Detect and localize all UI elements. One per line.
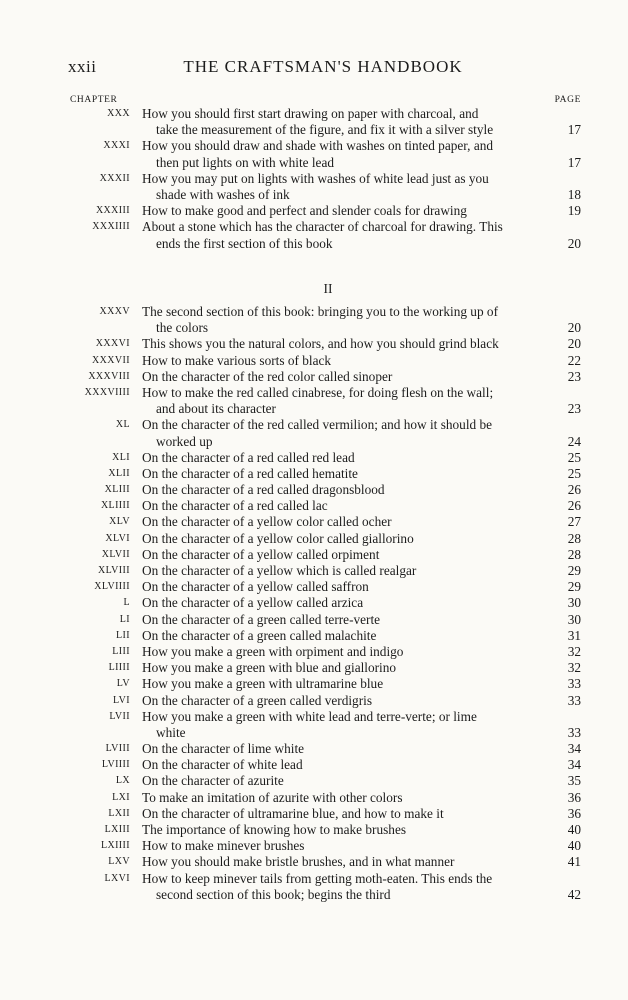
chapter-title: On the character of the red color called sinoper: [142, 368, 393, 384]
chapter-title: On the character of lime white: [142, 741, 305, 757]
chapter-number: LII: [116, 629, 130, 641]
chapter-number: XXXVIII: [88, 370, 130, 382]
chapter-title: On the character of a green called verdigris: [142, 692, 372, 708]
page-number: 23: [567, 368, 581, 384]
chapter-title: On the character of ultramarine blue, and how to make it: [142, 805, 444, 821]
chapter-number: LXIIII: [100, 840, 130, 852]
chapter-number: L: [123, 597, 130, 609]
page-number: 17: [567, 154, 581, 170]
page-number: 32: [567, 643, 581, 659]
chapter-title: How you may put on lights with washes of white lead just as you: [142, 170, 489, 186]
toc-entry-line: [0, 203, 628, 219]
toc-entry-line: [0, 741, 628, 757]
toc-entry-line: [0, 514, 628, 530]
chapter-title: ends the first section of this book: [156, 235, 333, 251]
chapter-title: How you make a green with ultramarine blue: [142, 676, 384, 692]
chapter-number: LXV: [108, 856, 130, 868]
page-number: 27: [567, 514, 581, 530]
page-number: 31: [567, 627, 581, 643]
toc-entry-line: [0, 304, 628, 320]
chapter-number: XXX: [107, 108, 130, 119]
chapter-number: LVI: [113, 694, 130, 706]
toc-entry-line: [0, 563, 628, 579]
chapter-title: On the character of white lead: [142, 757, 303, 773]
chapter-title: On the character of the red called vermilion; and how it should be: [142, 417, 493, 433]
chapter-number: LIIII: [108, 662, 130, 674]
toc-entry-line: [0, 725, 628, 741]
chapter-number: LX: [115, 775, 130, 787]
chapter-title: On the character of a red called hematite: [142, 465, 358, 481]
toc-entry-line: [0, 369, 628, 385]
chapter-number: XXXVI: [95, 338, 130, 350]
chapter-title: On the character of a yellow called arzica: [142, 595, 364, 611]
chapter-title: To make an imitation of azurite with other colors: [142, 789, 403, 805]
toc-entry: [0, 644, 628, 660]
toc-entry-line: [0, 434, 628, 450]
page-number: 29: [567, 563, 581, 578]
chapter-number: XLIIII: [100, 500, 130, 512]
toc-entry: [0, 595, 628, 611]
chapter-number: LVIIII: [101, 759, 130, 771]
chapter-title: How you should make bristle brushes, and in what manner: [142, 854, 455, 870]
chapter-title: then put lights on with white lead: [156, 154, 335, 170]
chapter-title: second section of this book; begins the third: [156, 886, 391, 902]
toc-entry: [0, 353, 628, 369]
toc-entry-line: [0, 531, 628, 547]
toc-entry: [0, 790, 628, 806]
chapter-number: LXIII: [104, 824, 130, 835]
toc-entry-line: [0, 187, 628, 203]
page-number: 26: [567, 498, 581, 514]
chapter-title: About a stone which has the character of charcoal for drawing. This: [142, 219, 503, 235]
toc-entry: [0, 757, 628, 773]
toc-entry-line: [0, 660, 628, 676]
chapter-number: LI: [119, 613, 130, 625]
page-number: 26: [567, 482, 581, 498]
chapter-title: On the character of a yellow color called giallorino: [142, 530, 414, 546]
chapter-number: LXVI: [104, 872, 130, 884]
page-number: 41: [567, 854, 581, 870]
page-number: 28: [567, 546, 581, 562]
page-number: 40: [567, 822, 581, 837]
chapter-title: How to keep minever tails from getting moth-eaten. This ends the: [142, 870, 493, 886]
chapter-number: LXI: [112, 791, 130, 803]
toc-entry-line: [0, 854, 628, 870]
toc-entry: [0, 612, 628, 628]
toc-entry-line: [0, 122, 628, 138]
toc-entry: [0, 871, 628, 903]
toc-entry-line: [0, 628, 628, 644]
page-number: 33: [567, 724, 581, 740]
page-number: 28: [567, 530, 581, 546]
page-number: 33: [567, 676, 581, 692]
chapter-title: take the measurement of the figure, and fix it with a silver style: [156, 122, 494, 138]
toc-entry: [0, 531, 628, 547]
toc-entry: [0, 676, 628, 692]
toc-entry-line: [0, 871, 628, 887]
chapter-column-header: CHAPTER: [70, 95, 118, 105]
page-number: 30: [567, 611, 581, 627]
toc-entry: [0, 547, 628, 563]
chapter-title: worked up: [156, 433, 213, 449]
page-number: 24: [567, 433, 581, 449]
chapter-number: XLV: [109, 516, 130, 528]
toc-entry: [0, 806, 628, 822]
chapter-title: How to make good and perfect and slender coals for drawing: [142, 203, 467, 219]
toc-entry-line: [0, 579, 628, 595]
chapter-title: How you make a green with orpiment and indigo: [142, 643, 404, 659]
running-title: THE CRAFTSMAN'S HANDBOOK: [183, 57, 463, 76]
toc-entry-line: [0, 450, 628, 466]
toc-entry: [0, 304, 628, 336]
toc-entry: [0, 628, 628, 644]
toc-entry: [0, 482, 628, 498]
toc-entry-line: [0, 887, 628, 903]
toc-entry-line: [0, 482, 628, 498]
toc-entry: [0, 219, 628, 251]
page-number: 36: [567, 789, 581, 805]
toc-entry: [0, 336, 628, 352]
toc-entry-line: [0, 547, 628, 563]
chapter-number: XLVII: [101, 548, 130, 560]
chapter-title: On the character of azurite: [142, 773, 284, 789]
toc-entry-line: [0, 417, 628, 433]
toc-entry-line: [0, 806, 628, 822]
chapter-title: On the character of a red called lac: [142, 498, 328, 514]
page-folio: xxii: [68, 57, 97, 76]
toc-entry-line: [0, 138, 628, 154]
chapter-title: white: [156, 724, 186, 740]
toc-entry-line: [0, 595, 628, 611]
toc-entry: [0, 854, 628, 870]
page-number: 17: [567, 122, 581, 138]
chapter-number: XXXV: [99, 306, 130, 317]
chapter-number: XXXVII: [92, 354, 130, 366]
chapter-number: XXXI: [103, 140, 130, 152]
chapter-number: XXXII: [99, 172, 130, 184]
toc-entry-line: [0, 336, 628, 352]
page-number: 18: [567, 186, 581, 202]
chapter-title: the colors: [156, 320, 209, 336]
section-heading: II: [323, 281, 333, 296]
toc-entry-line: [0, 236, 628, 252]
page-number: 32: [567, 660, 581, 676]
page-number: 22: [567, 352, 581, 368]
chapter-title: How to make minever brushes: [142, 838, 305, 854]
page-number: 34: [567, 741, 581, 757]
chapter-title: On the character of a red called red lead: [142, 449, 355, 465]
chapter-number: XLII: [108, 467, 130, 479]
chapter-number: XXXVIIII: [84, 386, 130, 398]
toc-entry: [0, 514, 628, 530]
toc-entry-line: [0, 693, 628, 709]
chapter-number: XLIII: [104, 484, 130, 496]
chapter-number: LXII: [108, 807, 130, 819]
chapter-title: shade with washes of ink: [156, 186, 290, 202]
toc-entry-line: [0, 773, 628, 789]
chapter-number: XLI: [112, 451, 130, 463]
chapter-title: How you should first start drawing on paper with charcoal, and: [142, 106, 479, 121]
toc-entry-line: [0, 106, 628, 122]
toc-entry-line: [0, 466, 628, 482]
toc-entry: [0, 838, 628, 854]
toc-entry-line: [0, 838, 628, 854]
page-number: 23: [567, 401, 581, 417]
toc-entry-line: [0, 385, 628, 401]
toc-entry: [0, 773, 628, 789]
toc-entry: [0, 138, 628, 170]
page-number: 25: [567, 449, 581, 465]
toc-entry: [0, 822, 628, 838]
chapter-number: XLVI: [105, 532, 130, 544]
toc-entry-line: [0, 155, 628, 171]
chapter-title: The second section of this book: bringing you to the working up of: [142, 304, 499, 319]
chapter-number: XXXIII: [95, 205, 130, 217]
toc-entry-line: [0, 757, 628, 773]
toc-entry-line: [0, 709, 628, 725]
toc-entry: [0, 450, 628, 466]
toc-entry-line: [0, 498, 628, 514]
page-number: 29: [567, 579, 581, 595]
chapter-title: On the character of a green called malachite: [142, 627, 377, 643]
chapter-title: On the character of a yellow which is called realgar: [142, 563, 417, 578]
toc-entry: [0, 106, 628, 138]
page-number: 30: [567, 595, 581, 611]
toc-entry: [0, 385, 628, 417]
toc-entry: [0, 709, 628, 741]
page-number: 20: [567, 320, 581, 336]
chapter-number: XLVIIII: [94, 581, 130, 593]
toc-section-2: [0, 304, 628, 903]
toc-entry-line: [0, 676, 628, 692]
page-column-header: PAGE: [554, 95, 581, 105]
chapter-title: and about its character: [156, 401, 276, 417]
toc-entry: [0, 498, 628, 514]
chapter-title: How you should draw and shade with washes on tinted paper, and: [142, 138, 494, 154]
chapter-number: LIII: [112, 645, 130, 657]
chapter-title: How you make a green with blue and giallorino: [142, 660, 397, 676]
toc-entry-line: [0, 171, 628, 187]
page-number: 33: [567, 692, 581, 708]
chapter-title: How you make a green with white lead and terre-verte; or lime: [142, 708, 477, 724]
chapter-title: The importance of knowing how to make brushes: [142, 822, 407, 837]
toc-entry-line: [0, 644, 628, 660]
toc-entry: [0, 203, 628, 219]
toc-section-1: [0, 106, 628, 252]
page-number: 25: [567, 465, 581, 481]
chapter-number: LVIII: [105, 743, 130, 755]
page-number: 40: [567, 838, 581, 854]
page-number: 20: [567, 235, 581, 251]
toc-entry-line: [0, 822, 628, 838]
chapter-title: On the character of a yellow called saffron: [142, 579, 369, 595]
toc-entry-line: [0, 401, 628, 417]
toc-entry: [0, 660, 628, 676]
chapter-title: This shows you the natural colors, and how you should grind black: [142, 336, 499, 352]
chapter-number: XL: [115, 419, 130, 431]
page-number: 35: [567, 773, 581, 789]
chapter-number: XXXIIII: [92, 221, 130, 233]
chapter-title: How to make various sorts of black: [142, 352, 332, 368]
toc-entry-line: [0, 612, 628, 628]
toc-entry: [0, 417, 628, 449]
page-number: 19: [567, 203, 581, 219]
toc-entry-line: [0, 353, 628, 369]
toc-entry: [0, 171, 628, 203]
chapter-title: On the character of a red called dragonsblood: [142, 482, 385, 498]
chapter-number: LV: [116, 678, 130, 690]
toc-entry: [0, 563, 628, 579]
chapter-title: On the character of a green called terre-verte: [142, 611, 381, 627]
page-number: 20: [567, 336, 581, 352]
toc-entry-line: [0, 790, 628, 806]
toc-entry: [0, 369, 628, 385]
chapter-title: On the character of a yellow color called ocher: [142, 514, 392, 530]
page-number: 42: [567, 886, 581, 902]
chapter-number: XLVIII: [97, 565, 130, 576]
toc-entry-line: [0, 219, 628, 235]
chapter-number: LVII: [109, 710, 130, 722]
chapter-title: On the character of a yellow called orpiment: [142, 546, 380, 562]
toc-entry-line: [0, 320, 628, 336]
toc-entry: [0, 693, 628, 709]
page-number: 36: [567, 805, 581, 821]
toc-entry: [0, 741, 628, 757]
page-number: 34: [567, 757, 581, 773]
toc-entry: [0, 466, 628, 482]
toc-entry: [0, 579, 628, 595]
chapter-title: How to make the red called cinabrese, for doing flesh on the wall;: [142, 384, 494, 400]
